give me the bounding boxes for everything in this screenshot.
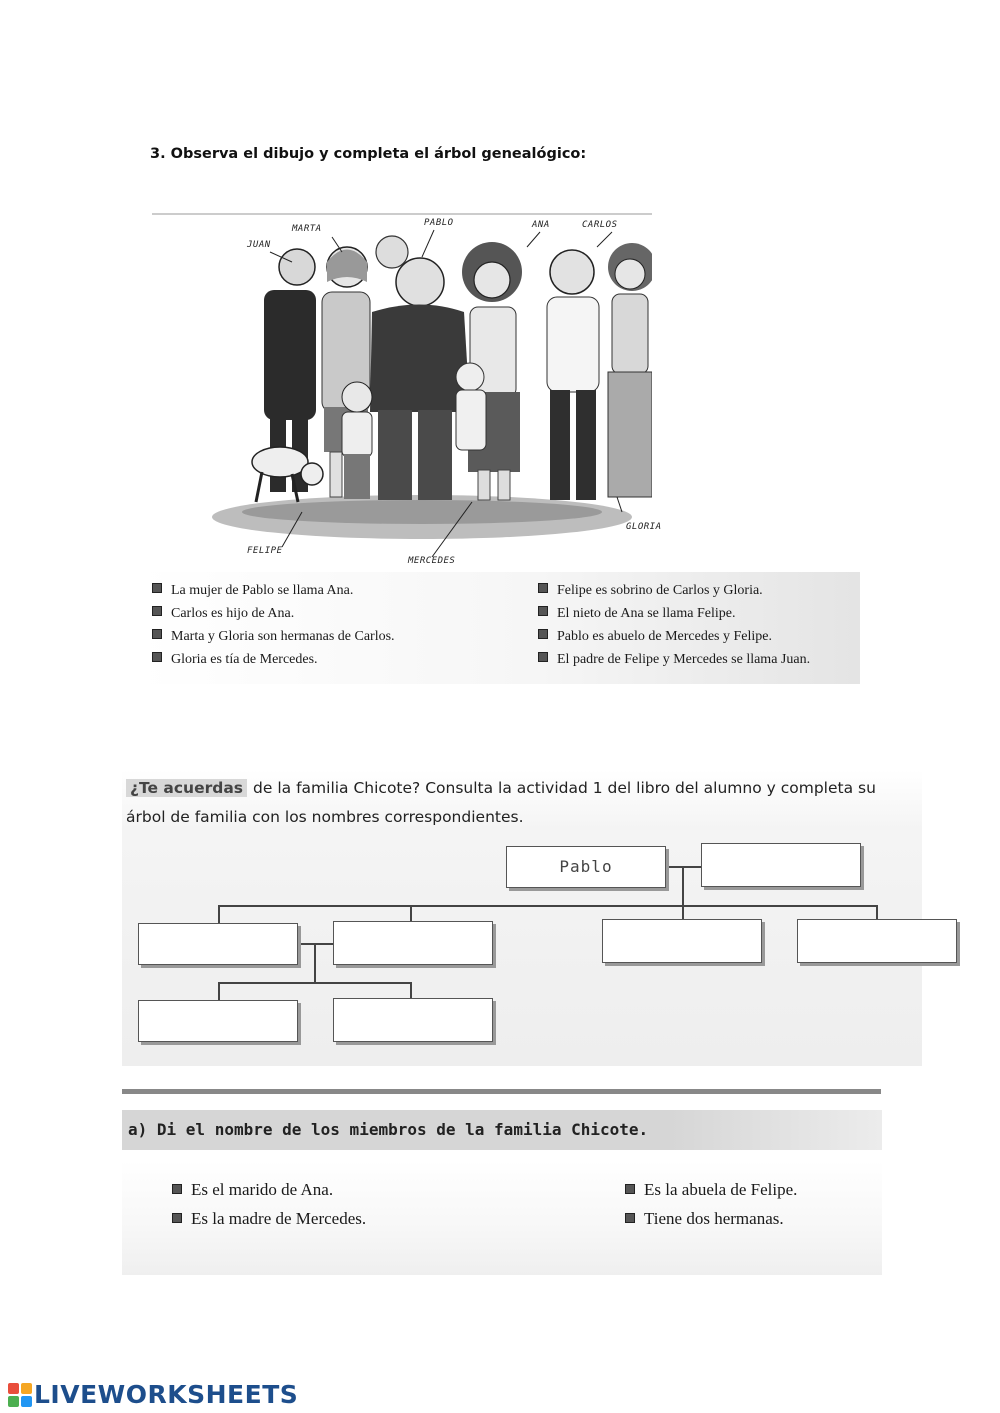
bullet-icon <box>172 1213 182 1223</box>
dog-figure <box>252 447 323 502</box>
tree-line <box>682 905 684 920</box>
bullet-icon <box>538 606 548 616</box>
bullet-icon <box>172 1184 182 1194</box>
tree-box-8[interactable] <box>333 998 493 1042</box>
label-marta: MARTA <box>292 224 322 234</box>
tree-line <box>218 982 412 984</box>
tree-box-3[interactable] <box>138 923 298 965</box>
bullet-icon <box>538 652 548 662</box>
instruction-line-1: de la familia Chicote? Consulta la actividad 1 del libro del alumno y completa su <box>253 779 876 797</box>
tree-line <box>876 905 878 920</box>
logo-icon <box>8 1383 32 1407</box>
exercise-title: 3. Observa el dibujo y completa el árbol genealógico: <box>150 146 587 162</box>
bullet-icon <box>152 652 162 662</box>
part-a-clue-right-1: Es la abuela de Felipe. <box>625 1180 797 1200</box>
clue-right-1: Felipe es sobrino de Carlos y Gloria. <box>538 583 763 599</box>
instruction-line-2: árbol de familia con los nombres correspondientes. <box>126 808 524 826</box>
bullet-icon <box>152 583 162 593</box>
tree-line <box>218 905 220 925</box>
pablo-figure <box>370 258 470 500</box>
bullet-icon <box>538 629 548 639</box>
clue-left-1: La mujer de Pablo se llama Ana. <box>152 583 353 599</box>
mercedes-figure <box>456 363 486 450</box>
clue-right-2: El nieto de Ana se llama Felipe. <box>538 606 735 622</box>
label-mercedes: MERCEDES <box>408 556 456 566</box>
part-a-title: a) Di el nombre de los miembros de la familia Chicote. <box>128 1120 649 1139</box>
family-drawing <box>152 212 652 572</box>
part-a-clue-left-2: Es la madre de Mercedes. <box>172 1209 366 1229</box>
clue-right-4: El padre de Felipe y Mercedes se llama Juan. <box>538 652 810 668</box>
clue-left-4: Gloria es tía de Mercedes. <box>152 652 318 668</box>
family-illustration <box>152 212 662 572</box>
clues-panel <box>140 572 860 684</box>
logo-text: LIVEWORKSHEETS <box>34 1380 299 1409</box>
tree-box-6[interactable] <box>797 919 957 963</box>
tree-box-2[interactable] <box>701 843 861 887</box>
label-juan: JUAN <box>247 240 271 250</box>
felipe-figure <box>342 382 372 499</box>
instruction-highlight: ¿Te acuerdas <box>126 779 247 797</box>
tree-box-7[interactable] <box>138 1000 298 1042</box>
label-felipe: FELIPE <box>247 546 283 556</box>
tree-box-5[interactable] <box>602 919 762 963</box>
clue-right-3: Pablo es abuelo de Mercedes y Felipe. <box>538 629 772 645</box>
tree-line <box>314 943 316 983</box>
label-gloria: GLORIA <box>626 522 662 532</box>
section-divider <box>122 1089 881 1094</box>
bullet-icon <box>152 629 162 639</box>
clue-left-2: Carlos es hijo de Ana. <box>152 606 294 622</box>
bullet-icon <box>538 583 548 593</box>
tree-line <box>218 905 876 907</box>
tree-box-pablo[interactable] <box>506 846 666 888</box>
clue-left-3: Marta y Gloria son hermanas de Carlos. <box>152 629 395 645</box>
tree-line <box>298 943 334 945</box>
tree-line <box>666 866 702 868</box>
carlos-figure <box>547 250 599 500</box>
bullet-icon <box>625 1184 635 1194</box>
bullet-icon <box>625 1213 635 1223</box>
label-carlos: CARLOS <box>582 220 618 230</box>
tree-box-text: Pablo <box>559 857 613 876</box>
gloria-figure <box>608 243 652 497</box>
bullet-icon <box>152 606 162 616</box>
part-a-clue-right-2: Tiene dos hermanas. <box>625 1209 784 1229</box>
tree-instruction <box>126 774 926 832</box>
part-a-clue-left-1: Es el marido de Ana. <box>172 1180 333 1200</box>
tree-line <box>218 982 220 1000</box>
label-pablo: PABLO <box>424 218 454 228</box>
tree-box-4[interactable] <box>333 921 493 965</box>
label-ana: ANA <box>532 220 550 230</box>
